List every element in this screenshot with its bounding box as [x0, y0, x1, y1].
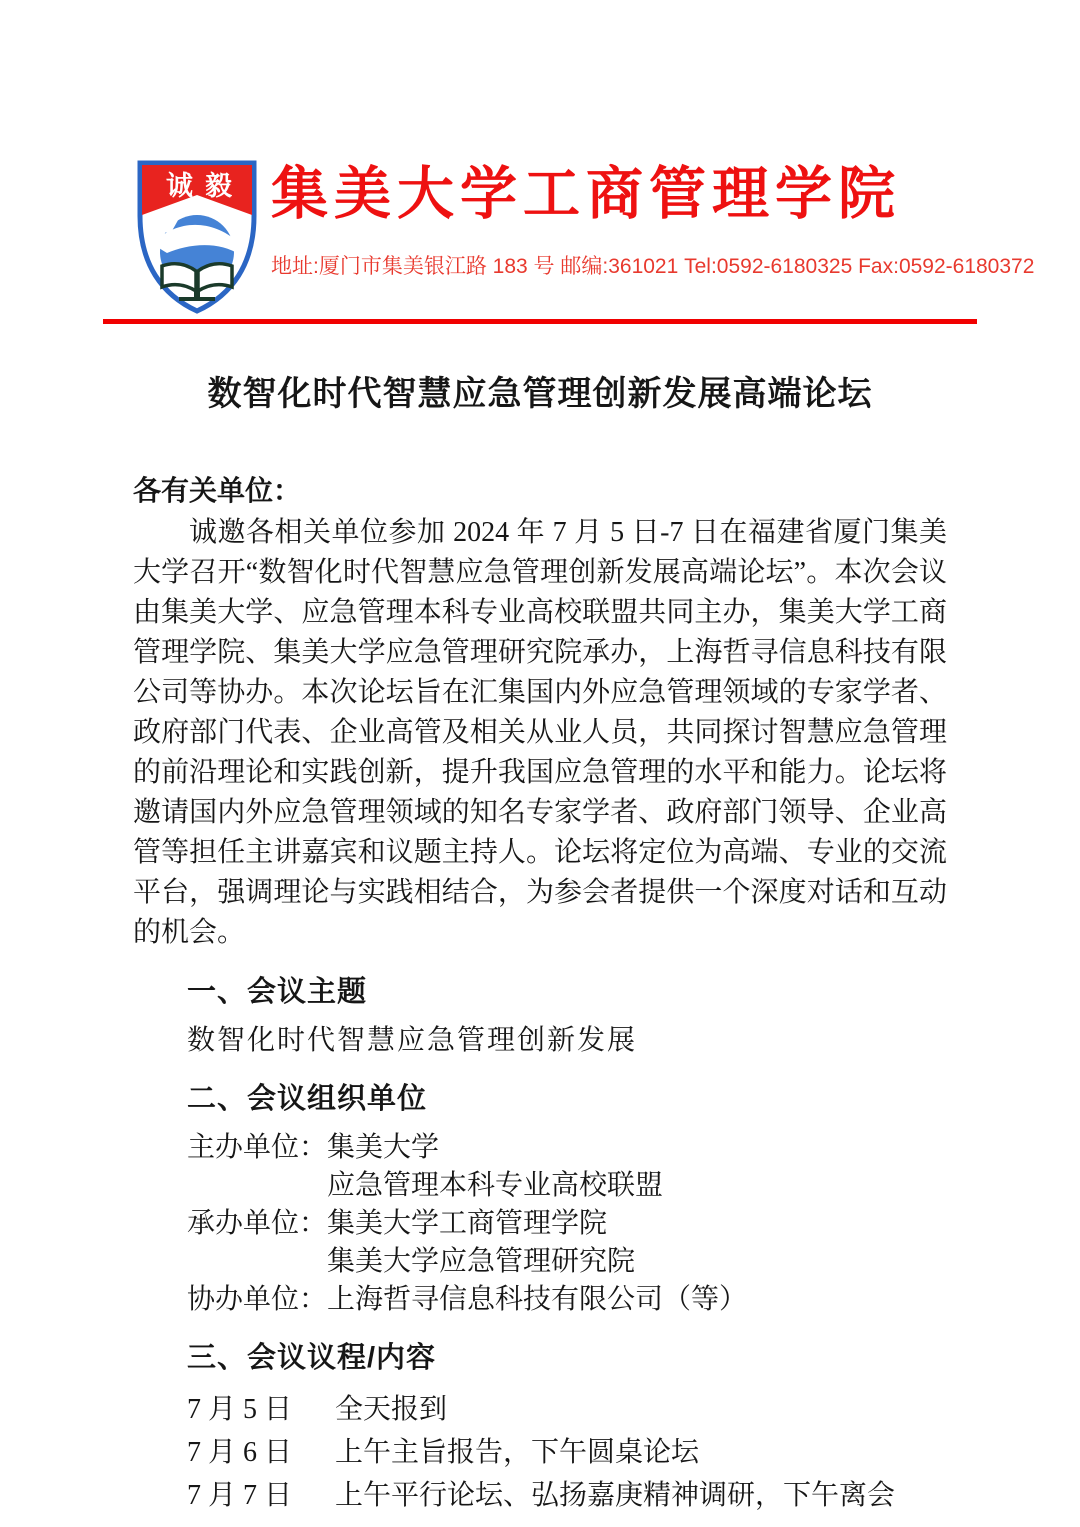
section-heading-agenda: 三、会议议程/内容	[187, 1341, 437, 1374]
section-heading-organizers: 二、会议组织单位	[187, 1082, 428, 1115]
organizer-label: 承办单位：	[187, 1207, 328, 1239]
header-divider-rule	[103, 319, 977, 324]
university-crest-logo	[133, 158, 261, 316]
organizer-line: 上海哲寻信息科技有限公司（等）	[327, 1283, 748, 1315]
organizer-row-coorganizer	[187, 1281, 947, 1319]
organizer-line: 集美大学应急管理研究院	[327, 1245, 636, 1277]
letterhead-text-block	[271, 158, 1034, 280]
motto-character-left: 诚	[166, 171, 193, 201]
organizer-values	[327, 1205, 947, 1281]
section-heading-topic: 一、会议主题	[187, 975, 368, 1008]
organizer-line: 集美大学	[327, 1131, 440, 1163]
agenda-activity: 上午主旨报告，下午圆桌论坛	[335, 1436, 700, 1468]
letterhead	[133, 158, 1035, 316]
document-title: 数智化时代智慧应急管理创新发展高端论坛	[207, 376, 873, 413]
organizer-row-undertaker	[187, 1205, 947, 1281]
agenda-row-day1	[187, 1388, 947, 1431]
motto-character-right: 毅	[205, 171, 232, 201]
agenda-activity: 全天报到	[335, 1393, 448, 1425]
intro-paragraph: 诚邀各相关单位参加 2024 年 7 月 5 日-7 日在福建省厦门集美大学召开“数智化时代智慧应急管理创新发展高端论坛”。本次会议由集美大学、应急管理本科专业高校联盟共同主办，集美大学工商管理学院、集美大学应急管理研究院承办，上海哲寻信息科技有限公司等协办。本次论坛旨在汇集国内外应急管理领域的专家学者、政府部门代表、企业高管及相关从业人员，共同探讨智慧应急管理的前沿理论和实践创新，提升我国应急管理的水平和能力。论坛将邀请国内外应急管理领域的知名专家学者、政府部门领导、企业高管等担任主讲嘉宾和议题主持人。论坛将定位为高端、专业的交流平台，强调理论与实践相结合，为参会者提供一个深度对话和互动的机会。	[133, 516, 947, 948]
agenda-date: 7 月 5 日	[187, 1393, 293, 1425]
salutation: 各有关单位：	[133, 475, 302, 507]
conference-topic: 数智化时代智慧应急管理创新发展	[187, 1024, 638, 1056]
organizer-row-host	[187, 1129, 947, 1205]
organization-title: 集美大学工商管理学院	[271, 163, 901, 226]
agenda-date: 7 月 6 日	[187, 1436, 293, 1468]
address-line: 地址:厦门市集美银江路 183 号 邮编:361021 Tel:0592-6180325 Fax:0592-6180372	[271, 254, 1035, 278]
organizer-line: 集美大学工商管理学院	[327, 1207, 608, 1239]
agenda-date: 7 月 7 日	[187, 1479, 293, 1511]
agenda-activity: 上午平行论坛、弘扬嘉庚精神调研，下午离会	[335, 1479, 896, 1511]
organizer-values	[327, 1129, 947, 1205]
organizer-label: 协办单位：	[187, 1283, 328, 1315]
agenda-row-day2	[187, 1431, 947, 1474]
organizer-values	[327, 1281, 947, 1319]
organizer-line: 应急管理本科专业高校联盟	[327, 1169, 664, 1201]
organizer-label: 主办单位：	[187, 1131, 328, 1163]
agenda-row-day3	[187, 1474, 947, 1517]
